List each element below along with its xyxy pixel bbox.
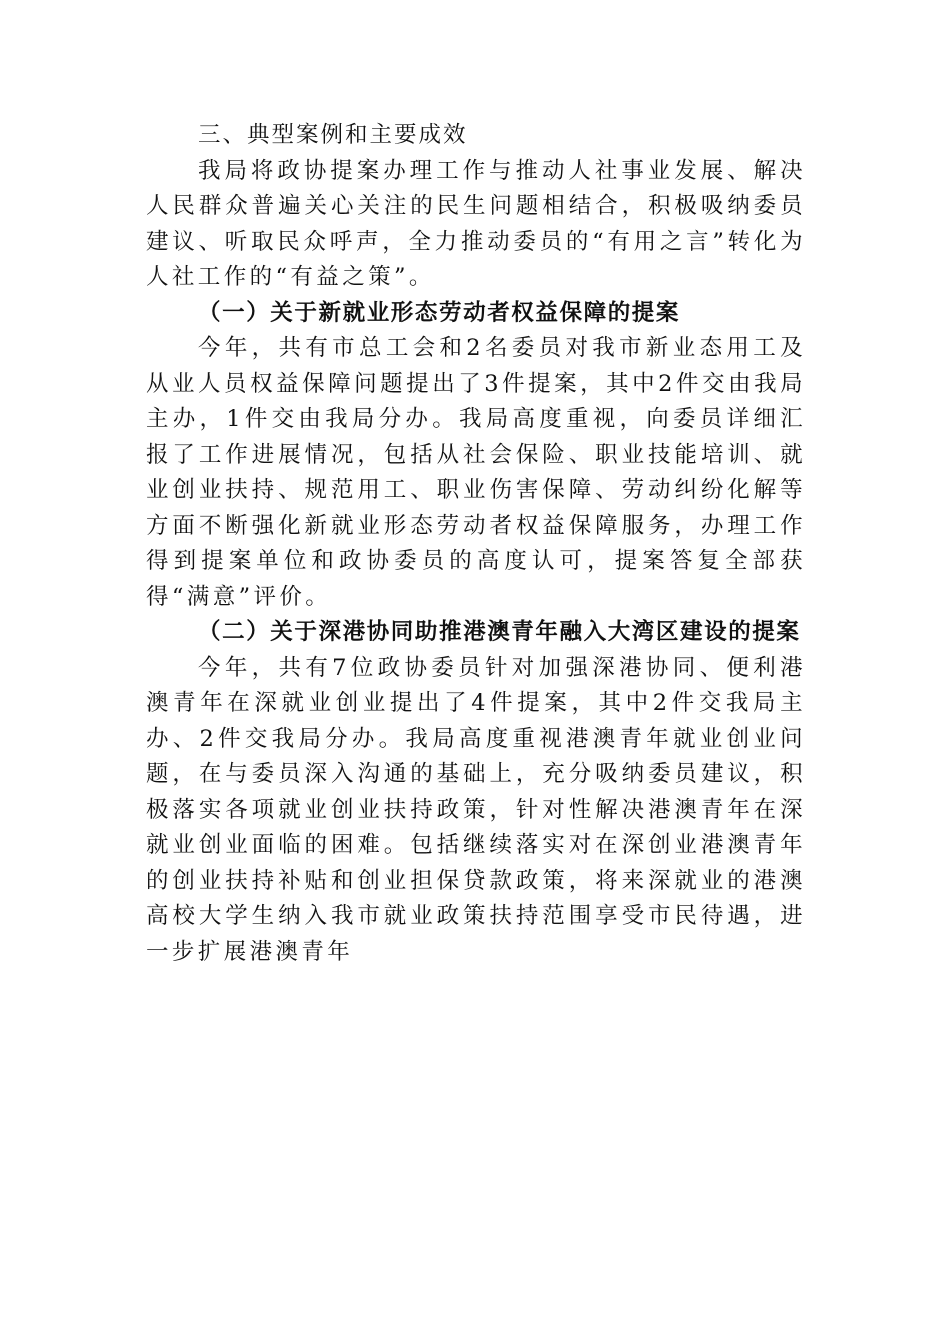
document-body xyxy=(146,118,806,970)
section-heading: 三、典型案例和主要成效 xyxy=(198,122,468,148)
intro-paragraph: 我局将政协提案办理工作与推动人社事业发展、解决人民群众普遍关心关注的民生问题相结合，积极吸纳委员建议、听取民众呼声，全力推动委员的“有用之言”转化为人社工作的“有益之策”。 xyxy=(146,157,806,290)
case1-heading: （一）关于新就业形态劳动者权益保障的提案 xyxy=(198,299,681,326)
case1-paragraph: 今年，共有市总工会和2名委员对我市新业态用工及从业人员权益保障问题提出了3件提案，其中2件交由我局主办，1件交由我局分办。我局高度重视，向委员详细汇报了工作进展情况，包括从社会保险、职业技能培训、就业创业扶持、规范用工、职业伤害保障、劳动纠纷化解等方面不断强化新就业形态劳动者权益保障服务，办理工作得到提案单位和政协委员的高度认可，提案答复全部获得“满意”评价。 xyxy=(146,335,806,610)
case2-paragraph: 今年，共有7位政协委员针对加强深港协同、便利港澳青年在深就业创业提出了4件提案，其中2件交我局主办、2件交我局分办。我局高度重视港澳青年就业创业问题，在与委员深入沟通的基础上，充分吸纳委员建议，积极落实各项就业创业扶持政策，针对性解决港澳青年在深就业创业面临的困难。包括继续落实对在深创业港澳青年的创业扶持补贴和创业担保贷款政策，将来深就业的港澳高校大学生纳入我市就业政策扶持范围享受市民待遇，进一步扩展港澳青年 xyxy=(146,654,806,965)
case2-heading: （二）关于深港协同助推港澳青年融入大湾区建设的提案 xyxy=(198,619,801,645)
